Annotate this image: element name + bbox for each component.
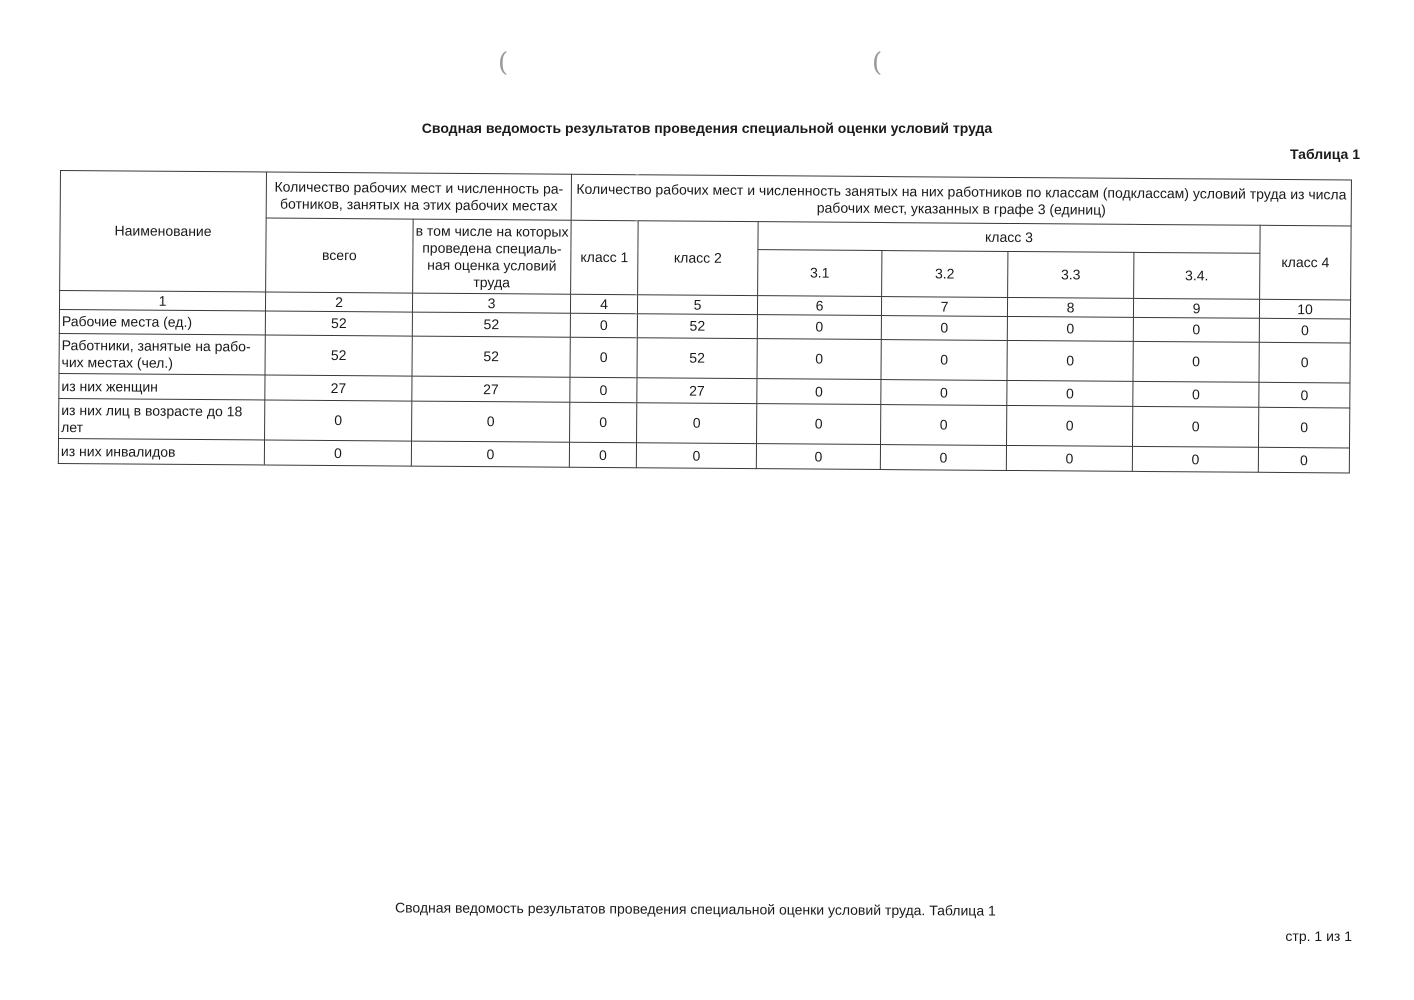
row-label: из них инвалидов <box>58 438 264 465</box>
row-label: из них лиц в возрасте до 18 лет <box>59 398 265 440</box>
table-cell: 0 <box>570 313 637 337</box>
column-number: 10 <box>1259 299 1350 319</box>
table-cell: 0 <box>880 445 1006 471</box>
table-cell: 0 <box>1133 406 1259 447</box>
table-cell: 0 <box>1007 340 1133 381</box>
table-cell: 0 <box>881 340 1007 381</box>
table-cell: 0 <box>1259 342 1350 383</box>
page-number: стр. 1 из 1 <box>1285 928 1352 944</box>
table-cell: 0 <box>881 405 1007 446</box>
table-cell: 0 <box>1007 316 1133 341</box>
column-number: 9 <box>1133 298 1259 318</box>
table-cell: 0 <box>1007 405 1133 446</box>
table-cell: 0 <box>1133 341 1259 382</box>
table-cell: 0 <box>570 377 637 402</box>
header-assessed: в том числе на которых проведена специаль- ная оценка условий труда <box>413 219 572 294</box>
table-cell: 0 <box>1133 381 1259 407</box>
table-cell: 0 <box>1258 447 1349 473</box>
column-number: 2 <box>265 292 412 312</box>
table-cell: 0 <box>637 403 757 444</box>
page-footer: Сводная ведомость результатов проведения специальной оценки условий труда. Таблица 1 <box>394 899 996 919</box>
table-label: Таблица 1 <box>1289 146 1360 162</box>
table-cell: 0 <box>412 401 570 442</box>
column-number: 8 <box>1007 297 1133 317</box>
document-title: Сводная ведомость результатов проведения специальной оценки условий труда <box>421 120 993 136</box>
table-cell: 52 <box>265 311 412 336</box>
table-cell: 52 <box>637 314 757 339</box>
column-number: 4 <box>570 294 637 313</box>
table-cell: 52 <box>412 336 570 377</box>
header-name: Наименование <box>60 171 267 293</box>
table-cell: 0 <box>636 443 756 469</box>
table-cell: 0 <box>264 440 411 466</box>
scan-mark-right: ( <box>872 48 883 78</box>
table-cell: 0 <box>411 441 569 467</box>
table-cell: 0 <box>1259 382 1350 408</box>
table-cell: 0 <box>756 444 880 470</box>
table-cell: 0 <box>1007 380 1133 406</box>
table-cell: 0 <box>757 404 881 445</box>
table-cell: 0 <box>1259 318 1350 343</box>
header-sub-3-1: 3.1 <box>758 250 882 297</box>
table-cell: 0 <box>757 339 881 380</box>
table-cell: 0 <box>881 316 1007 341</box>
table-cell: 0 <box>570 337 637 377</box>
table-cell: 27 <box>637 378 757 404</box>
header-class4: класс 4 <box>1260 225 1352 300</box>
row-label: Рабочие места (ед.) <box>59 309 265 335</box>
header-class1: класс 1 <box>571 220 639 294</box>
header-sub-3-2: 3.2 <box>882 251 1008 298</box>
table-cell: 0 <box>1006 445 1132 471</box>
column-number: 3 <box>412 293 570 313</box>
column-number: 1 <box>59 291 265 312</box>
column-number: 6 <box>757 296 881 316</box>
header-sub-3-3: 3.3 <box>1008 251 1134 298</box>
header-class2: класс 2 <box>638 221 759 296</box>
table-cell: 0 <box>569 442 636 467</box>
table-cell: 52 <box>412 312 570 337</box>
header-group-total: Количество рабочих мест и численность ра- ботников, занятых на этих рабочих местах <box>266 172 571 220</box>
header-group-classes: Количество рабочих мест и численность занятых на них работников по классам (подклассам) условий труда из числа рабочих мест, указанных в графе 3 (единиц) <box>571 174 1351 226</box>
table-cell: 0 <box>265 400 412 441</box>
table-cell: 27 <box>412 376 570 402</box>
header-class3: класс 3 <box>758 222 1260 254</box>
table-cell: 52 <box>637 338 757 379</box>
results-table <box>58 170 1352 473</box>
table-cell: 0 <box>757 315 881 340</box>
table-cell: 0 <box>570 402 637 442</box>
row-label: из них женщин <box>59 373 265 400</box>
table-cell: 0 <box>1132 446 1258 472</box>
table-cell: 0 <box>757 379 881 405</box>
scan-mark-left: ( <box>498 48 509 78</box>
table-cell: 0 <box>1133 317 1259 342</box>
table-cell: 27 <box>265 375 412 401</box>
column-number: 7 <box>881 297 1007 317</box>
table-cell: 0 <box>881 380 1007 406</box>
table-cell: 0 <box>1258 407 1349 448</box>
table-cell: 52 <box>265 335 412 376</box>
header-total: всего <box>266 218 414 293</box>
column-number: 5 <box>637 295 757 315</box>
row-label: Работники, занятые на рабо- чих местах (чел.) <box>59 333 265 375</box>
header-sub-3-4: 3.4. <box>1134 252 1260 299</box>
